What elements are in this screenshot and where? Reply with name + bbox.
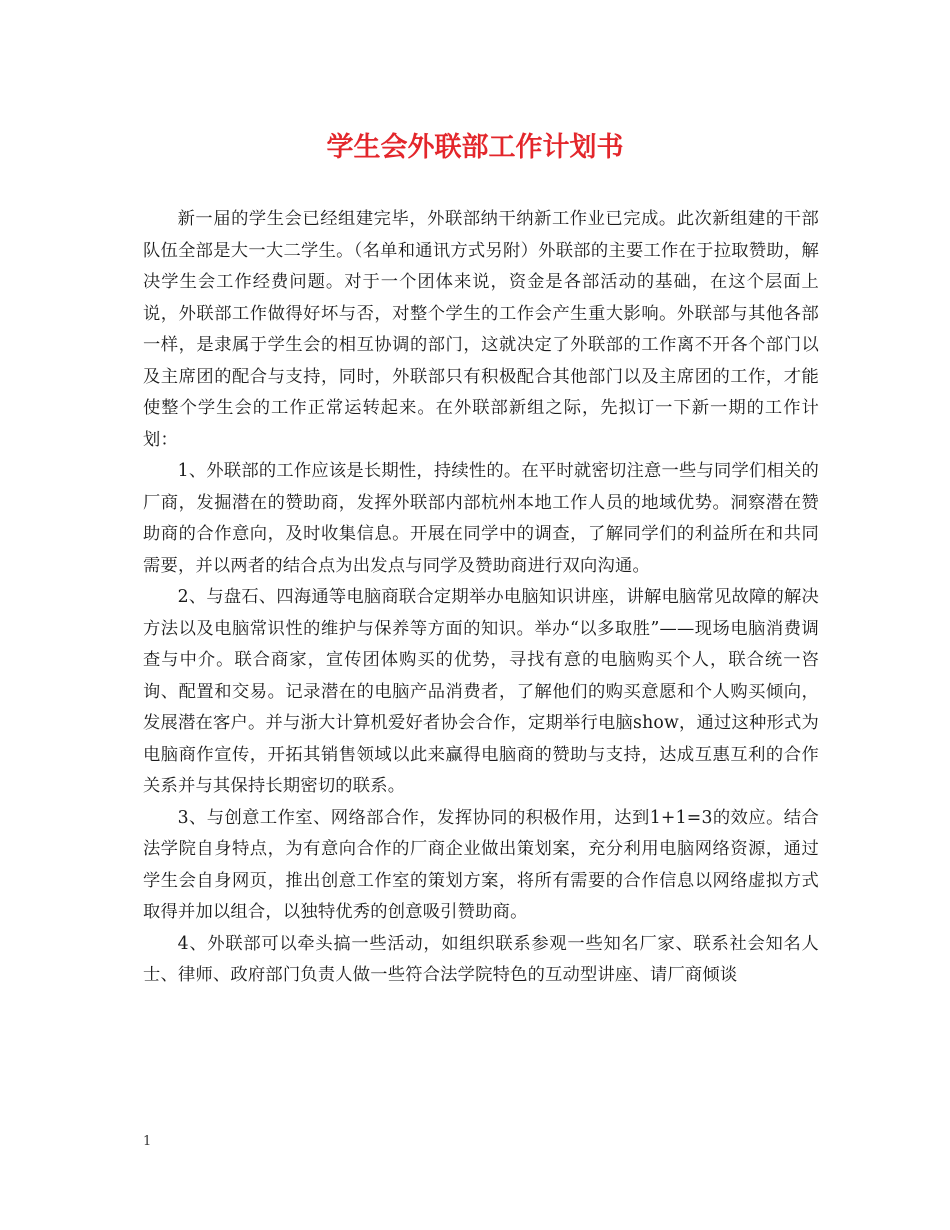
paragraph-item-2: 2、与盘石、四海通等电脑商联合定期举办电脑知识讲座，讲解电脑常见故障的解决方法以及电脑常识性的维护与保养等方面的知识。举办“以多取胜”——现场电脑消费调查与中介。联合商家，宣传团体购买的优势，寻找有意的电脑购买个人，联合统一咨询、配置和交易。记录潜在的电脑产品消费者，了解他们的购买意愿和个人购买倾向，发展潜在客户。并与浙大计算机爱好者协会合作，定期举行电脑show，通过这种形式为电脑商作宣传，开拓其销售领域以此来赢得电脑商的赞助与支持，达成互惠互利的合作关系并与其保持长期密切的联系。 [143, 587, 819, 796]
paragraph-item-4: 4、外联部可以牵头搞一些活动，如组织联系参观一些知名厂家、联系社会知名人士、律师、政府部门负责人做一些符合法学院特色的互动型讲座、请厂商倾谈 [143, 933, 819, 985]
paragraph-item-3: 3、与创意工作室、网络部合作，发挥协同的积极作用，达到1+1=3的效应。结合法学院自身特点，为有意向合作的厂商企业做出策划案，充分利用电脑网络资源，通过学生会自身网页，推出创意工作室的策划方案，将所有需要的合作信息以网络虚拟方式取得并加以组合，以独特优秀的创意吸引赞助商。 [143, 807, 819, 922]
page-number: 1 [143, 1134, 152, 1149]
document-body [143, 204, 819, 992]
paragraph-intro: 新一届的学生会已经组建完毕，外联部纳干纳新工作业已完成。此次新组建的干部队伍全部是大一大二学生。（名单和通讯方式另附）外联部的主要工作在于拉取赞助，解决学生会工作经费问题。对于一个团体来说，资金是各部活动的基础，在这个层面上说，外联部工作做得好坏与否，对整个学生的工作会产生重大影响。外联部与其他各部一样，是隶属于学生会的相互协调的部门，这就决定了外联部的工作离不开各个部门以及主席团的配合与支持，同时，外联部只有积极配合其他部门以及主席团的工作，才能使整个学生会的工作正常运转起来。在外联部新组之际，先拟订一下新一期的工作计划： [143, 209, 819, 450]
paragraph-item-1: 1、外联部的工作应该是长期性，持续性的。在平时就密切注意一些与同学们相关的厂商，发掘潜在的赞助商，发挥外联部内部杭州本地工作人员的地域优势。洞察潜在赞助商的合作意向，及时收集信息。开展在同学中的调查，了解同学们的利益所在和共同需要，并以两者的结合点为出发点与同学及赞助商进行双向沟通。 [143, 461, 819, 576]
document-title: 学生会外联部工作计划书 [326, 132, 624, 163]
